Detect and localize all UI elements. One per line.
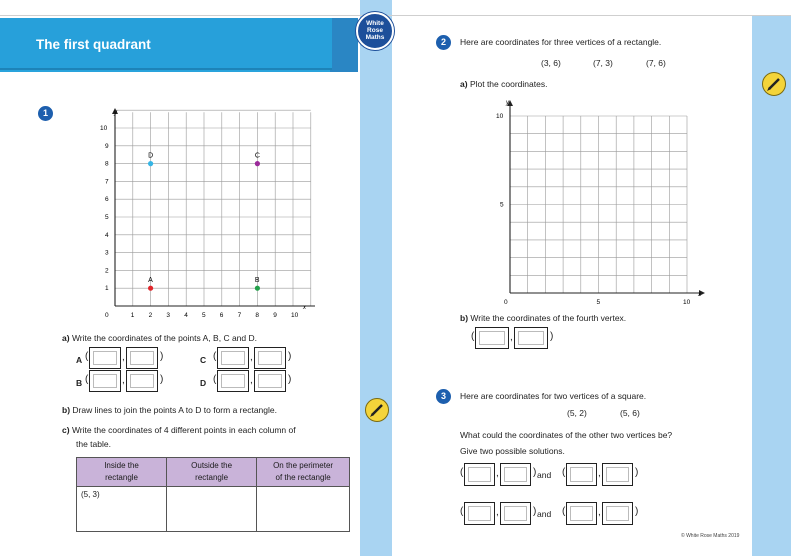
x-coordinate-input[interactable]	[217, 347, 249, 369]
q2-part-a-letter: a)	[460, 79, 468, 89]
q1-part-c-letter: c)	[62, 425, 70, 435]
x-coordinate-input[interactable]	[89, 347, 121, 369]
right-margin-strip	[752, 16, 791, 556]
comma: ,	[122, 352, 125, 363]
y-coordinate-input[interactable]	[126, 370, 158, 392]
x-tick-label: 10	[683, 299, 691, 306]
q2-coord-3: (7, 6)	[646, 58, 666, 68]
y-tick-label: 5	[105, 214, 109, 221]
q1-points-table	[76, 457, 350, 532]
table-header-perimeter-l2: of the rectangle	[275, 473, 331, 482]
q1-part-c-line2: the table.	[76, 439, 111, 449]
q1-part-a-text: Write the coordinates of the points A, B, C and D.	[71, 333, 257, 343]
y-tick-label: 10	[496, 113, 504, 120]
question-3-number: 3	[436, 389, 451, 404]
x-tick-label: 2	[148, 312, 153, 319]
q3-instruction: Give two possible solutions.	[460, 446, 565, 456]
open-paren: (	[562, 506, 566, 517]
question-2-number: 2	[436, 35, 451, 50]
q1-part-b	[62, 405, 277, 415]
banner-tab	[330, 18, 358, 72]
table-cell-inside[interactable]: (5, 3)	[77, 487, 167, 532]
q1-part-a	[62, 333, 257, 343]
q2-coord-1: (3, 6)	[541, 58, 561, 68]
x-tick-label: 5	[596, 299, 601, 306]
point-label: D	[148, 152, 154, 160]
close-paren: )	[288, 351, 292, 362]
open-paren: (	[213, 374, 217, 385]
page-divider-strip	[360, 0, 392, 556]
close-paren: )	[288, 374, 292, 385]
x-tick-label: 0	[504, 299, 508, 306]
q1-coordinate-grid	[95, 104, 315, 324]
x-tick-label: 6	[219, 312, 224, 319]
open-paren: (	[460, 467, 464, 478]
y-coordinate-input[interactable]	[500, 463, 531, 486]
answer-label-d: D	[200, 378, 207, 388]
point-d	[148, 161, 153, 166]
logo-line-1: White	[366, 20, 384, 27]
x-coordinate-input[interactable]	[217, 370, 249, 392]
comma: ,	[250, 352, 253, 363]
question-1-number: 1	[38, 106, 53, 121]
table-header-outside-l1: Outside the	[191, 461, 233, 470]
table-header-perimeter	[257, 458, 350, 487]
q2-coord-2: (7, 3)	[593, 58, 613, 68]
y-tick-label: 8	[105, 160, 109, 168]
x-coordinate-input[interactable]	[475, 327, 509, 349]
q1-part-b-text: Draw lines to join the points A to D to form a rectangle.	[72, 405, 277, 415]
open-paren: (	[213, 351, 217, 362]
x-tick-label: 9	[273, 312, 277, 319]
page-title: The first quadrant	[36, 37, 151, 52]
x-tick-label: 7	[237, 312, 242, 319]
q3-coord-1: (5, 2)	[567, 408, 587, 418]
answer-label-a: A	[76, 355, 83, 365]
q1-x-axis-label: x	[303, 305, 306, 311]
y-tick-label: 3	[105, 249, 109, 257]
x-tick-label: 8	[255, 312, 260, 319]
answer-label-b: B	[76, 378, 83, 388]
pencil-icon	[762, 72, 786, 96]
q1-part-b-letter: b)	[62, 405, 71, 415]
pencil-icon	[365, 398, 389, 422]
y-coordinate-input[interactable]	[500, 502, 531, 525]
y-tick-label: 1	[105, 285, 109, 293]
comma: ,	[250, 375, 253, 386]
y-coordinate-input[interactable]	[514, 327, 548, 349]
y-coordinate-input[interactable]	[126, 347, 158, 369]
x-tick-label: 1	[130, 312, 135, 319]
point-c	[255, 161, 260, 166]
close-paren: )	[550, 331, 554, 342]
open-paren: (	[562, 467, 566, 478]
x-coordinate-input[interactable]	[566, 502, 597, 525]
comma: ,	[598, 468, 601, 479]
q2-part-a-text: Plot the coordinates.	[469, 79, 548, 89]
q1-part-c	[62, 425, 296, 435]
comma: ,	[510, 332, 513, 343]
x-tick-label: 5	[202, 312, 206, 319]
point-a	[148, 286, 153, 291]
y-tick-label: 5	[500, 201, 504, 209]
q2-y-axis-label: y	[506, 100, 509, 106]
comma: ,	[496, 507, 499, 518]
comma: ,	[496, 468, 499, 479]
q2-part-b	[460, 313, 626, 323]
table-cell-outside[interactable]	[167, 487, 257, 532]
q1-part-c-line1: Write the coordinates of 4 different points in each column of	[71, 425, 296, 435]
table-row	[77, 487, 350, 532]
table-header-row	[77, 458, 350, 487]
close-paren: )	[160, 351, 164, 362]
close-paren: )	[533, 506, 537, 517]
open-paren: (	[471, 331, 475, 342]
close-paren: )	[635, 506, 639, 517]
y-tick-label: 10	[100, 125, 108, 132]
y-coordinate-input[interactable]	[254, 370, 286, 392]
q2-part-b-letter: b)	[460, 313, 469, 323]
q1-y-axis-label: y	[114, 110, 117, 116]
point-label: B	[254, 277, 260, 285]
table-header-perimeter-l1: On the perimeter	[273, 461, 334, 470]
y-tick-label: 7	[105, 178, 109, 186]
logo-line-2: Rose	[367, 27, 383, 34]
y-tick-label: 2	[105, 267, 109, 275]
open-paren: (	[85, 351, 89, 362]
x-coordinate-input[interactable]	[464, 502, 495, 525]
q3-coord-2: (5, 6)	[620, 408, 640, 418]
x-coordinate-input[interactable]	[89, 370, 121, 392]
open-paren: (	[460, 506, 464, 517]
y-coordinate-input[interactable]	[254, 347, 286, 369]
q2-coordinate-grid	[490, 98, 710, 313]
top-rule	[0, 15, 791, 16]
x-coordinate-input[interactable]	[464, 463, 495, 486]
x-tick-label: 10	[291, 312, 299, 319]
q1-part-a-letter: a)	[62, 333, 70, 343]
table-cell-perimeter[interactable]	[257, 487, 350, 532]
close-paren: )	[533, 467, 537, 478]
close-paren: )	[160, 374, 164, 385]
white-rose-maths-logo	[356, 12, 394, 50]
open-paren: (	[85, 374, 89, 385]
y-tick-label: 4	[105, 231, 109, 239]
y-coordinate-input[interactable]	[602, 463, 633, 486]
comma: ,	[122, 375, 125, 386]
x-coordinate-input[interactable]	[566, 463, 597, 486]
copyright-footer: © White Rose Maths 2019	[681, 533, 740, 539]
table-header-inside	[77, 458, 167, 487]
q3-question: What could the coordinates of the other two vertices be?	[460, 430, 673, 440]
y-tick-label: 6	[105, 196, 109, 204]
answer-label-c: C	[200, 355, 207, 365]
and-label: and	[537, 509, 552, 519]
point-label: C	[254, 152, 260, 160]
q2-part-b-text: Write the coordinates of the fourth vertex.	[470, 313, 627, 323]
table-header-inside-l1: Inside the	[104, 461, 139, 470]
and-label: and	[537, 470, 552, 480]
logo-line-3: Maths	[365, 34, 385, 41]
comma: ,	[598, 507, 601, 518]
x-tick-label: 3	[166, 312, 171, 319]
point-label: A	[148, 277, 153, 285]
y-tick-label: 9	[105, 142, 109, 150]
y-coordinate-input[interactable]	[602, 502, 633, 525]
x-tick-label: 0	[105, 312, 109, 319]
x-tick-label: 4	[184, 312, 188, 319]
q3-intro: Here are coordinates for two vertices of a square.	[460, 391, 647, 401]
close-paren: )	[635, 467, 639, 478]
q2-x-axis-label: x	[698, 292, 701, 298]
table-header-inside-l2: rectangle	[105, 473, 138, 482]
point-b	[255, 286, 260, 291]
q2-intro: Here are coordinates for three vertices of a rectangle.	[460, 37, 662, 47]
q2-part-a	[460, 79, 547, 89]
table-header-outside	[167, 458, 257, 487]
table-header-outside-l2: rectangle	[195, 473, 229, 482]
